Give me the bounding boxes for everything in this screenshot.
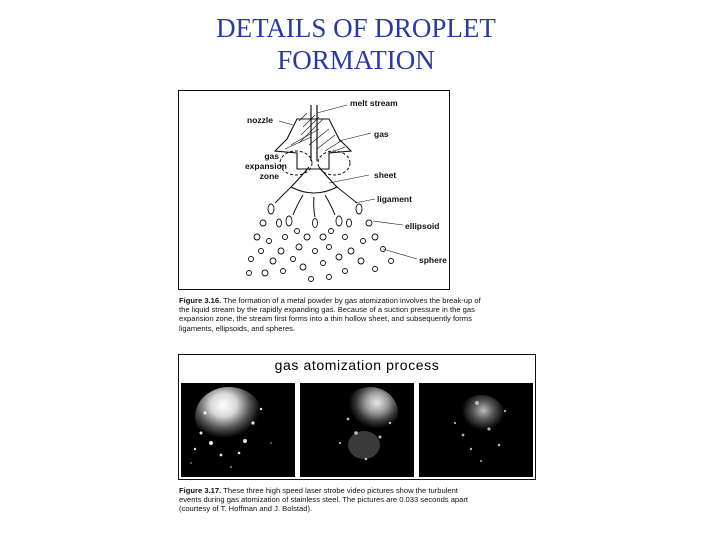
slide-title-line-1: DETAILS OF DROPLET (216, 13, 496, 43)
strobe-photo-3 (419, 383, 533, 477)
hollow-sheet (291, 167, 337, 193)
caption-2-line-3: (courtesy of T. Hoffman and J. Bolstad). (179, 504, 313, 514)
label-nozzle: nozzle (247, 115, 273, 125)
label-gas-expansion-3: zone (259, 171, 279, 181)
label-ellipsoid: ellipsoid (405, 221, 440, 231)
figure-3-17-caption (179, 486, 543, 514)
caption-1-line-3: expansion zone, the stream first forms into a thin hollow sheet, and subsequently forms (179, 314, 472, 324)
figure-3-17-label: Figure 3.17. (179, 486, 222, 495)
photo-panel-title: gas atomization process (274, 357, 440, 373)
label-gas: gas (374, 129, 389, 139)
label-leader-lines (279, 105, 417, 259)
label-melt-stream: melt stream (350, 98, 398, 108)
slide-title (0, 12, 712, 76)
label-sheet: sheet (374, 170, 397, 180)
caption-2-line-1: These three high speed laser strobe video pictures show the turbulent (223, 486, 458, 495)
atomization-schematic (179, 91, 449, 289)
label-gas-expansion-1: gas (264, 151, 279, 161)
gas-atomization-photo-panel (178, 354, 536, 480)
caption-1-line-2: the liquid stream by the rapidly expanding gas. Because of a suction pressure in the gas (179, 305, 475, 315)
figure-3-16-caption (179, 296, 543, 333)
caption-2-line-2: events during gas atomization of stainless steel. The pictures are 0.033 seconds apart (179, 495, 469, 505)
droplet-cluster (247, 204, 394, 282)
label-sphere: sphere (419, 255, 447, 265)
strobe-photo-2 (300, 383, 414, 477)
slide-title-line-2: FORMATION (277, 45, 435, 75)
caption-1-line-1: The formation of a metal powder by gas atomization involves the break-up of (223, 296, 481, 305)
figure-3-16-label: Figure 3.16. (179, 296, 222, 305)
label-ligament: ligament (377, 194, 412, 204)
strobe-photo-1 (181, 383, 295, 477)
scanned-book-page (175, 88, 540, 520)
caption-1-line-4: ligaments, ellipsoids, and spheres. (179, 323, 296, 333)
droplet-formation-diagram (178, 90, 450, 290)
label-gas-expansion-2: expansion (244, 161, 287, 171)
